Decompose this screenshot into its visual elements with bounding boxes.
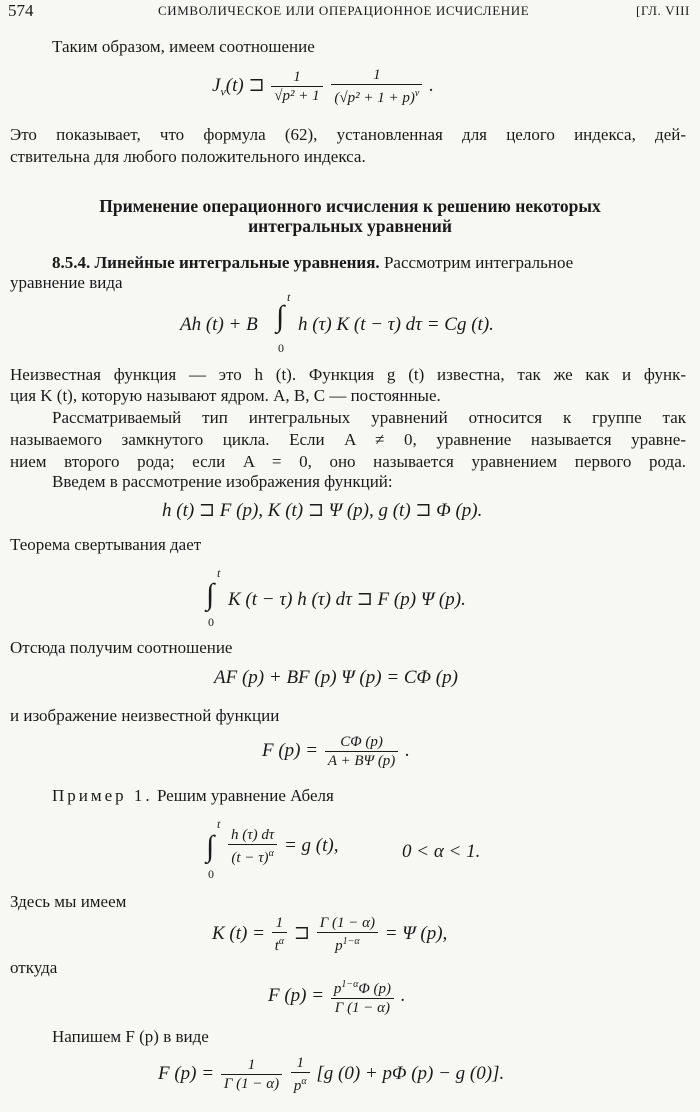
paragraph-line: Теорема свертывания дает — [10, 535, 202, 554]
bessel-fraction-1 — [271, 68, 322, 105]
paragraph-line: Рассматриваемый тип интегральных уравнений относится к группе так — [52, 408, 686, 427]
equation-bessel — [212, 66, 434, 107]
paragraph-line: Это показывает, что формула (62), установленная для целого индекса, дей- — [10, 125, 686, 144]
fraction-denominator: Γ (1 − α) — [334, 1000, 391, 1016]
paragraph-line: откуда — [10, 958, 58, 977]
fraction-denominator: p — [335, 938, 343, 954]
paragraph-line: Напишем F (p) в виде — [52, 1027, 209, 1046]
fraction-denominator: (t − τ) — [231, 850, 269, 866]
fraction-exponent: 1−α — [341, 979, 359, 990]
fraction-numerator: 1 — [291, 1054, 310, 1073]
subsection-line — [52, 253, 686, 273]
fraction-exponent: α — [268, 848, 274, 859]
equation-left: F (p) = — [158, 1062, 215, 1084]
fraction-numerator: p — [333, 981, 342, 997]
paragraph-line: Неизвестная функция — это h (t). Функция g (t) известна, так же как и функ- — [10, 365, 686, 384]
integral-lower-limit: 0 — [208, 867, 214, 881]
K-fraction-2 — [317, 914, 378, 955]
fraction-numerator: 1 — [221, 1056, 282, 1075]
equation-final — [158, 1054, 504, 1095]
bessel-fraction-2 — [331, 66, 422, 107]
bessel-symbol: J — [212, 74, 221, 96]
integral-lower-limit: 0 — [208, 615, 214, 629]
paragraph-line: и изображение неизвестной функции — [10, 706, 280, 725]
fraction-denominator: Γ (1 − α) — [223, 1076, 280, 1092]
fraction-denominator: A + BΨ (p) — [327, 753, 396, 769]
fraction-exponent: 1−α — [342, 936, 360, 947]
paragraph-line: нием второго рода; если A = 0, оно называется уравнением первого рода. — [10, 452, 686, 471]
equation-relation: AF (p) + BF (p) Ψ (p) = CΦ (p) — [214, 667, 458, 688]
paragraph-line: уравнение вида — [10, 273, 123, 292]
abel-rhs: = g (t), — [283, 834, 339, 856]
fraction-denominator: √p² + 1 — [274, 88, 320, 104]
fraction-numerator: 1 — [331, 66, 422, 85]
fraction-exponent: α — [278, 936, 285, 947]
final-fraction-1 — [221, 1056, 282, 1093]
section-heading-line: интегральных уравнений — [248, 216, 452, 236]
paragraph-line: называемого замкнутого цикла. Если A ≠ 0, уравнение называется уравне- — [10, 430, 686, 449]
equation-end: . — [400, 984, 406, 1006]
bessel-index: ν — [220, 84, 226, 99]
equation-right: = Ψ (p), — [384, 922, 448, 944]
fraction-numerator: 1 — [272, 914, 287, 933]
fraction-numerator: h (τ) dτ — [228, 826, 277, 845]
image-symbol: ⊐ — [293, 922, 310, 944]
abel-fraction — [228, 826, 277, 867]
integral-upper-limit: t — [217, 566, 221, 580]
chapter-label: [ГЛ. VIII — [636, 3, 690, 18]
equation-F — [262, 733, 410, 770]
bessel-argument: (t) ⊐ — [225, 74, 265, 96]
equation-left: Ah (t) + B — [180, 314, 258, 335]
subsection-text: Рассмотрим интегральное — [383, 253, 574, 272]
equation-right: [g (0) + pΦ (p) − g (0)]. — [316, 1062, 505, 1084]
final-fraction-2 — [291, 1054, 310, 1095]
integral-upper-limit: t — [287, 290, 291, 304]
fraction-exponent: ν — [414, 88, 420, 99]
equation-images: h (t) ⊐ F (p), K (t) ⊐ Ψ (p), g (t) ⊐ Φ (p). — [162, 500, 483, 521]
equation-integrand: K (t − τ) h (τ) dτ ⊐ F (p) Ψ (p). — [228, 589, 466, 610]
paragraph-line: Отсюда получим соотношение — [10, 638, 233, 657]
integral-sign: ∫ — [206, 830, 215, 863]
K-fraction-1 — [272, 914, 287, 955]
integral-sign: ∫ — [206, 578, 215, 611]
fraction-denominator: p — [293, 1078, 302, 1094]
F-fraction — [325, 733, 398, 770]
fraction-numerator: Γ (1 − α) — [317, 914, 378, 933]
integral-upper-limit: t — [217, 817, 221, 831]
fraction-exponent: α — [301, 1076, 307, 1087]
equation-F2 — [268, 976, 406, 1017]
fraction-denominator: (√p² + 1 + p) — [334, 90, 415, 106]
equation-left: K (t) = — [212, 922, 265, 944]
fraction-numerator: 1 — [271, 68, 322, 87]
equation-integrand: h (τ) K (t − τ) dτ = Cg (t). — [298, 314, 494, 335]
paragraph-line: ствительна для любого положительного индекса. — [10, 147, 366, 166]
fraction-numerator-rest: Φ (p) — [358, 981, 392, 997]
paragraph-line: Введем в рассмотрение изображения функций: — [52, 472, 393, 491]
example-line — [52, 786, 334, 806]
example-text: Решим уравнение Абеля — [156, 786, 334, 805]
paragraph-line: Здесь мы имеем — [10, 892, 127, 911]
abel-condition: 0 < α < 1. — [402, 841, 481, 862]
equation-end: . — [429, 74, 434, 96]
fraction-denominator: t — [274, 938, 279, 954]
integral-sign: ∫ — [276, 300, 285, 333]
integral-lower-limit: 0 — [278, 341, 284, 355]
section-heading-line: Применение операционного исчисления к решению некоторых — [99, 196, 601, 216]
running-header — [8, 0, 690, 22]
subsection-title: Линейные интегральные уравнения. — [94, 253, 380, 272]
equation-end: . — [405, 739, 410, 761]
equation-left: F (p) = — [268, 984, 325, 1006]
example-label: Пример 1. — [52, 786, 153, 805]
equation-K — [212, 914, 447, 955]
paragraph-line: ция K (t), которую называют ядром. A, B, C — постоянные. — [10, 386, 441, 405]
F2-fraction — [331, 976, 394, 1017]
subsection-number: 8.5.4. — [52, 253, 91, 272]
running-title: СИМВОЛИЧЕСКОЕ ИЛИ ОПЕРАЦИОННОЕ ИСЧИСЛЕНИЕ — [158, 3, 530, 18]
page-number: 574 — [8, 1, 34, 20]
intro-sentence: Таким образом, имеем соотношение — [52, 37, 315, 56]
equation-left: F (p) = — [262, 739, 319, 761]
abel-fraction-wrap — [226, 826, 339, 867]
fraction-numerator: CΦ (p) — [325, 733, 398, 752]
